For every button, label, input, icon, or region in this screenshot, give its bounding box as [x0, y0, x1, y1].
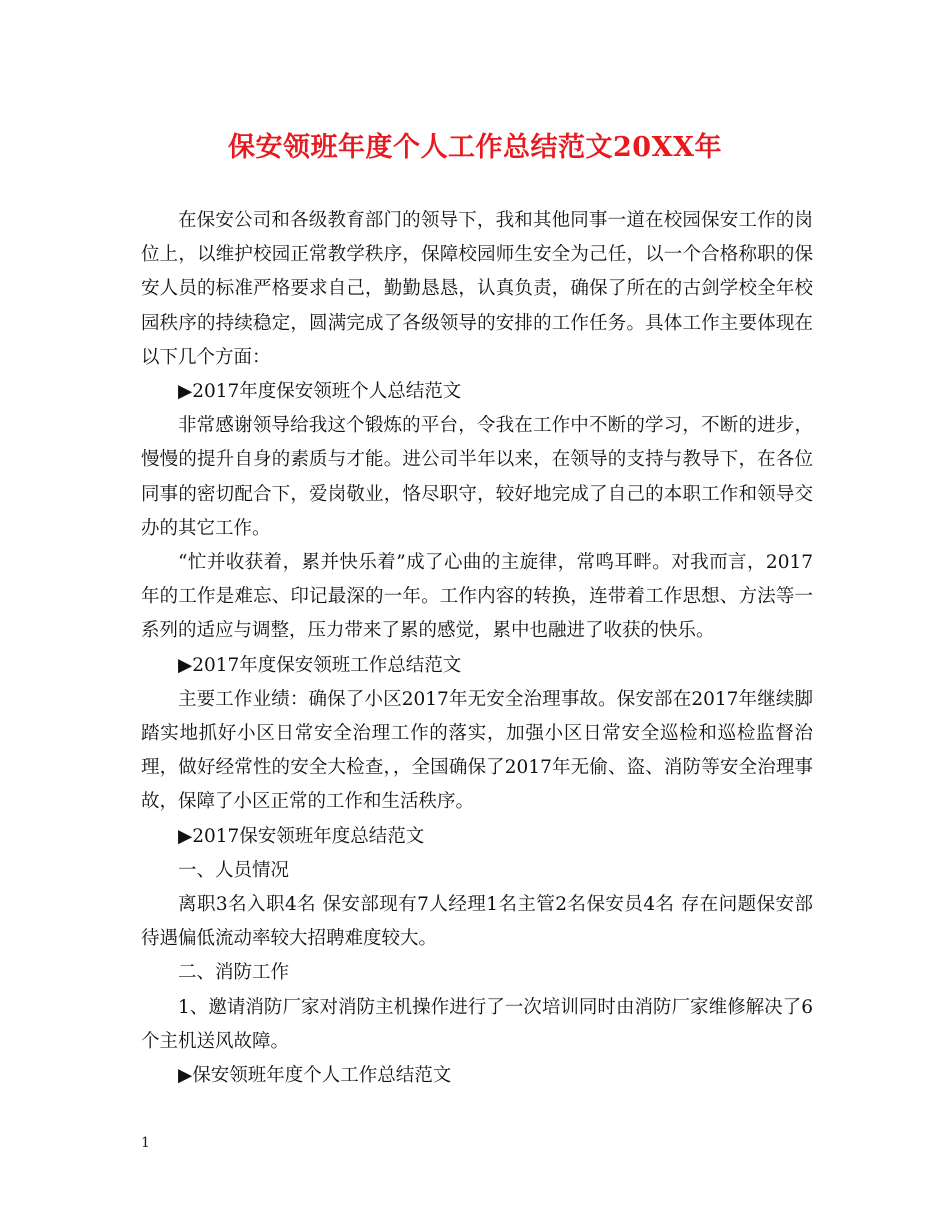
paragraph-fire-training: 1、邀请消防厂家对消防主机操作进行了一次培训同时由消防厂家维修解决了6个主机送风故障。	[141, 996, 813, 1052]
paragraph-busy-harvest: “忙并收获着，累并快乐着”成了心曲的主旋律，常鸣耳畔。对我而言，2017年的工作是难忘、印记最深的一年。工作内容的转换，连带着工作思想、方法等一系列的适应与调整，压力带来了累的感觉，累中也融进了收获的快乐。	[141, 552, 813, 642]
section-link-2017-personal-summary: ▶2017年度保安领班个人总结范文	[178, 381, 462, 403]
section-link-personal-work-summary: ▶保安领班年度个人工作总结范文	[178, 1065, 452, 1087]
section-link-2017-annual-summary: ▶2017保安领班年度总结范文	[178, 825, 425, 847]
heading-fire-work: 二、消防工作	[178, 962, 290, 984]
heading-personnel: 一、人员情况	[178, 859, 290, 881]
page-number: 1	[141, 1135, 150, 1151]
section-link-2017-work-summary: ▶2017年度保安领班工作总结范文	[178, 654, 462, 676]
paragraph-main-achievements: 主要工作业绩：确保了小区2017年无安全治理事故。保安部在2017年继续脚踏实地抓好小区日常安全治理工作的落实，加强小区日常安全巡检和巡检监督治理，做好经常性的安全大检查，，全国确保了2017年无偷、盗、消防等安全治理事故，保障了小区正常的工作和生活秩序。	[141, 688, 813, 813]
paragraph-intro: 在保安公司和各级教育部门的领导下，我和其他同事一道在校园保安工作的岗位上，以维护校园正常教学秩序，保障校园师生安全为己任，以一个合格称职的保安人员的标准严格要求自己，勤勤恳恳，认真负责，确保了所在的古剑学校全年校园秩序的持续稳定，圆满完成了各级领导的安排的工作任务。具体工作主要体现在以下几个方面：	[141, 210, 813, 368]
paragraph-thanks: 非常感谢领导给我这个锻炼的平台，令我在工作中不断的学习，不断的进步，慢慢的提升自身的素质与才能。进公司半年以来，在领导的支持与教导下，在各位同事的密切配合下，爱岗敬业，恪尽职守，较好地完成了自己的本职工作和领导交办的其它工作。	[141, 415, 813, 539]
paragraph-personnel: 离职3名入职4名 保安部现有7人经理1名主管2名保安员4名 存在问题保安部待遇偏低流动率较大招聘难度较大。	[141, 894, 813, 950]
document-body	[141, 204, 813, 1093]
document-title: 保安领班年度个人工作总结范文20XX年	[228, 132, 722, 163]
